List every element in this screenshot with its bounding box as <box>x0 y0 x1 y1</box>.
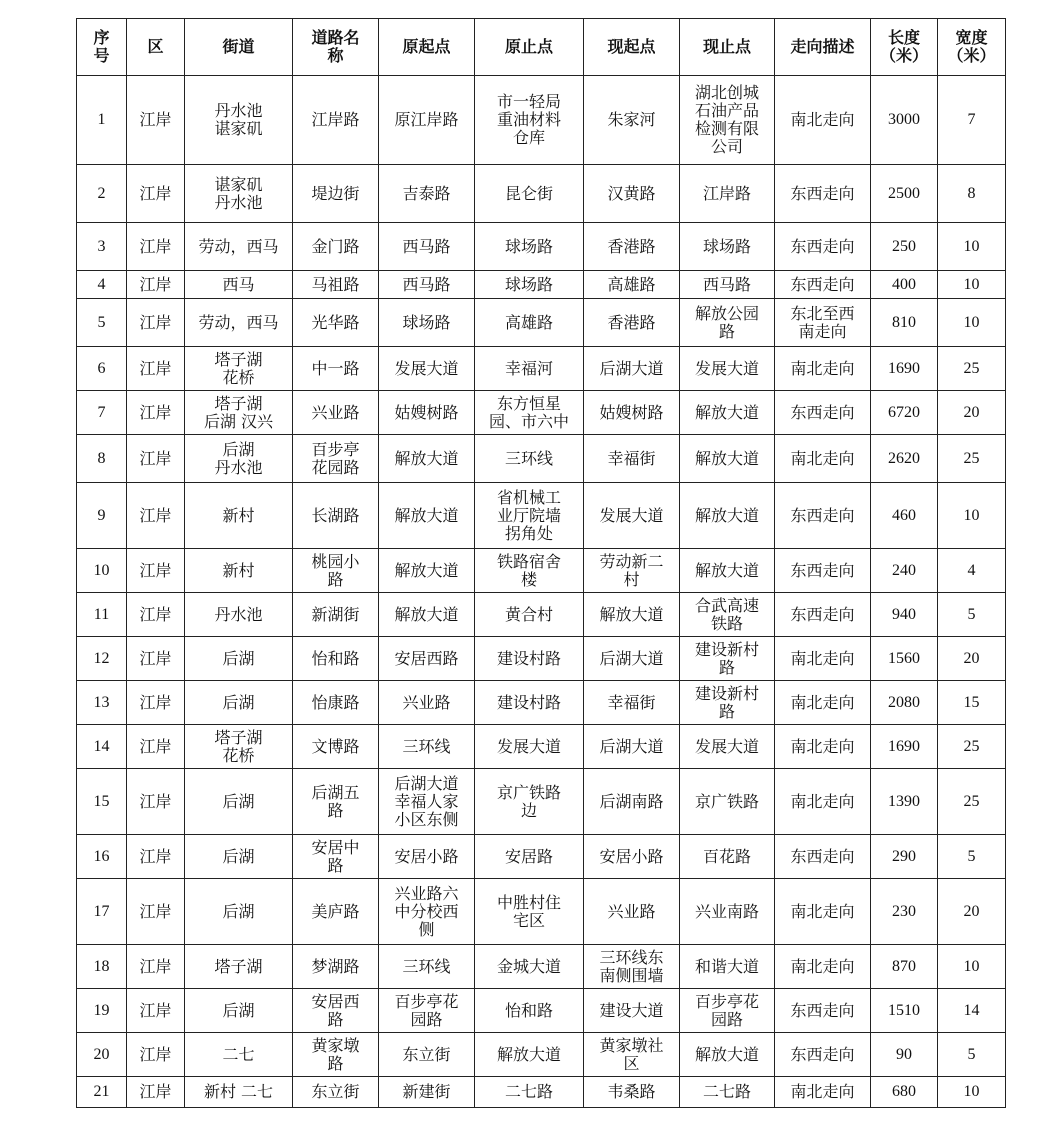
cell-new-end: 京广铁路 <box>680 769 775 835</box>
cell-district: 江岸 <box>127 549 185 593</box>
cell-orig-start: 新建街 <box>379 1077 475 1108</box>
cell-road-name: 桃园小 路 <box>293 549 379 593</box>
cell-street: 塔子湖 花桥 <box>185 725 293 769</box>
cell-width: 10 <box>938 271 1006 299</box>
cell-street: 谌家矶 丹水池 <box>185 165 293 223</box>
header-direction: 走向描述 <box>775 19 871 76</box>
cell-width: 20 <box>938 637 1006 681</box>
cell-width: 8 <box>938 165 1006 223</box>
cell-new-start: 姑嫂树路 <box>584 391 680 435</box>
cell-street: 后湖 <box>185 681 293 725</box>
cell-street: 后湖 <box>185 637 293 681</box>
cell-orig-start: 球场路 <box>379 299 475 347</box>
cell-district: 江岸 <box>127 769 185 835</box>
cell-new-end: 兴业南路 <box>680 879 775 945</box>
road-table <box>76 18 1006 1108</box>
cell-new-start: 黄家墩社 区 <box>584 1033 680 1077</box>
table-row <box>77 391 1006 435</box>
cell-index: 14 <box>77 725 127 769</box>
cell-road-name: 金门路 <box>293 223 379 271</box>
header-index: 序 号 <box>77 19 127 76</box>
cell-district: 江岸 <box>127 593 185 637</box>
cell-district: 江岸 <box>127 637 185 681</box>
cell-index: 13 <box>77 681 127 725</box>
cell-road-name: 堤边街 <box>293 165 379 223</box>
cell-orig-end: 怡和路 <box>475 989 584 1033</box>
cell-width: 4 <box>938 549 1006 593</box>
cell-road-name: 安居西 路 <box>293 989 379 1033</box>
table-row <box>77 725 1006 769</box>
cell-direction: 南北走向 <box>775 637 871 681</box>
table-row <box>77 76 1006 165</box>
cell-street: 后湖 <box>185 769 293 835</box>
cell-direction: 南北走向 <box>775 681 871 725</box>
cell-length: 870 <box>871 945 938 989</box>
cell-new-end: 解放公园 路 <box>680 299 775 347</box>
cell-district: 江岸 <box>127 165 185 223</box>
cell-width: 10 <box>938 223 1006 271</box>
cell-length: 1510 <box>871 989 938 1033</box>
cell-new-end: 百步亭花 园路 <box>680 989 775 1033</box>
cell-length: 2500 <box>871 165 938 223</box>
cell-orig-end: 建设村路 <box>475 637 584 681</box>
cell-length: 290 <box>871 835 938 879</box>
cell-orig-end: 解放大道 <box>475 1033 584 1077</box>
cell-width: 25 <box>938 347 1006 391</box>
cell-road-name: 光华路 <box>293 299 379 347</box>
cell-width: 25 <box>938 725 1006 769</box>
table-row <box>77 435 1006 483</box>
cell-width: 14 <box>938 989 1006 1033</box>
cell-direction: 南北走向 <box>775 347 871 391</box>
cell-new-start: 发展大道 <box>584 483 680 549</box>
cell-orig-end: 二七路 <box>475 1077 584 1108</box>
cell-index: 15 <box>77 769 127 835</box>
table-row <box>77 769 1006 835</box>
cell-district: 江岸 <box>127 1033 185 1077</box>
cell-road-name: 安居中 路 <box>293 835 379 879</box>
cell-new-end: 建设新村 路 <box>680 681 775 725</box>
cell-new-end: 发展大道 <box>680 347 775 391</box>
cell-road-name: 美庐路 <box>293 879 379 945</box>
cell-orig-end: 建设村路 <box>475 681 584 725</box>
cell-district: 江岸 <box>127 725 185 769</box>
cell-district: 江岸 <box>127 223 185 271</box>
cell-direction: 南北走向 <box>775 76 871 165</box>
cell-orig-start: 兴业路六 中分校西 侧 <box>379 879 475 945</box>
table-row <box>77 165 1006 223</box>
cell-new-start: 后湖南路 <box>584 769 680 835</box>
cell-new-end: 解放大道 <box>680 483 775 549</box>
cell-length: 6720 <box>871 391 938 435</box>
cell-orig-end: 球场路 <box>475 271 584 299</box>
cell-new-start: 香港路 <box>584 299 680 347</box>
cell-orig-start: 解放大道 <box>379 483 475 549</box>
cell-orig-end: 发展大道 <box>475 725 584 769</box>
cell-index: 12 <box>77 637 127 681</box>
cell-length: 1560 <box>871 637 938 681</box>
cell-index: 17 <box>77 879 127 945</box>
cell-road-name: 后湖五 路 <box>293 769 379 835</box>
header-road-name: 道路名 称 <box>293 19 379 76</box>
cell-new-start: 汉黄路 <box>584 165 680 223</box>
cell-orig-start: 东立街 <box>379 1033 475 1077</box>
cell-orig-end: 球场路 <box>475 223 584 271</box>
cell-road-name: 兴业路 <box>293 391 379 435</box>
cell-road-name: 怡和路 <box>293 637 379 681</box>
cell-length: 90 <box>871 1033 938 1077</box>
cell-road-name: 东立街 <box>293 1077 379 1108</box>
cell-direction: 东西走向 <box>775 165 871 223</box>
cell-length: 230 <box>871 879 938 945</box>
header-district: 区 <box>127 19 185 76</box>
cell-orig-start: 西马路 <box>379 223 475 271</box>
cell-direction: 东西走向 <box>775 989 871 1033</box>
cell-street: 后湖 <box>185 879 293 945</box>
cell-new-end: 解放大道 <box>680 549 775 593</box>
cell-orig-start: 安居西路 <box>379 637 475 681</box>
cell-street: 西马 <box>185 271 293 299</box>
cell-orig-end: 安居路 <box>475 835 584 879</box>
cell-new-start: 后湖大道 <box>584 347 680 391</box>
header-new-end: 现止点 <box>680 19 775 76</box>
cell-length: 2620 <box>871 435 938 483</box>
cell-width: 25 <box>938 769 1006 835</box>
cell-orig-end: 幸福河 <box>475 347 584 391</box>
cell-index: 5 <box>77 299 127 347</box>
cell-index: 2 <box>77 165 127 223</box>
cell-new-start: 建设大道 <box>584 989 680 1033</box>
cell-width: 5 <box>938 1033 1006 1077</box>
cell-new-start: 幸福街 <box>584 435 680 483</box>
cell-direction: 东西走向 <box>775 835 871 879</box>
cell-street: 丹水池 <box>185 593 293 637</box>
cell-street: 丹水池 谌家矶 <box>185 76 293 165</box>
cell-new-end: 湖北创城 石油产品 检测有限 公司 <box>680 76 775 165</box>
cell-district: 江岸 <box>127 835 185 879</box>
cell-orig-start: 解放大道 <box>379 435 475 483</box>
cell-new-end: 建设新村 路 <box>680 637 775 681</box>
cell-orig-end: 东方恒星 园、市六中 <box>475 391 584 435</box>
cell-index: 11 <box>77 593 127 637</box>
cell-orig-start: 三环线 <box>379 945 475 989</box>
header-new-start: 现起点 <box>584 19 680 76</box>
cell-district: 江岸 <box>127 347 185 391</box>
table-row <box>77 271 1006 299</box>
cell-orig-end: 中胜村住 宅区 <box>475 879 584 945</box>
cell-new-end: 解放大道 <box>680 391 775 435</box>
cell-new-end: 球场路 <box>680 223 775 271</box>
cell-orig-start: 姑嫂树路 <box>379 391 475 435</box>
table-row <box>77 879 1006 945</box>
cell-new-end: 二七路 <box>680 1077 775 1108</box>
cell-new-end: 发展大道 <box>680 725 775 769</box>
cell-index: 21 <box>77 1077 127 1108</box>
table-row <box>77 637 1006 681</box>
cell-direction: 南北走向 <box>775 879 871 945</box>
cell-orig-start: 兴业路 <box>379 681 475 725</box>
cell-district: 江岸 <box>127 945 185 989</box>
cell-street: 劳动，西马 <box>185 299 293 347</box>
cell-index: 8 <box>77 435 127 483</box>
cell-orig-end: 市一轻局 重油材料 仓库 <box>475 76 584 165</box>
cell-width: 20 <box>938 879 1006 945</box>
cell-new-start: 韦桑路 <box>584 1077 680 1108</box>
table-row <box>77 945 1006 989</box>
cell-index: 19 <box>77 989 127 1033</box>
cell-orig-end: 京广铁路 边 <box>475 769 584 835</box>
cell-orig-start: 吉泰路 <box>379 165 475 223</box>
cell-length: 810 <box>871 299 938 347</box>
cell-index: 20 <box>77 1033 127 1077</box>
cell-road-name: 中一路 <box>293 347 379 391</box>
cell-direction: 南北走向 <box>775 725 871 769</box>
cell-length: 1390 <box>871 769 938 835</box>
cell-road-name: 马祖路 <box>293 271 379 299</box>
cell-direction: 东西走向 <box>775 549 871 593</box>
cell-district: 江岸 <box>127 76 185 165</box>
cell-new-start: 解放大道 <box>584 593 680 637</box>
cell-district: 江岸 <box>127 483 185 549</box>
cell-district: 江岸 <box>127 879 185 945</box>
cell-orig-end: 铁路宿舍 楼 <box>475 549 584 593</box>
cell-width: 10 <box>938 1077 1006 1108</box>
cell-index: 4 <box>77 271 127 299</box>
cell-index: 7 <box>77 391 127 435</box>
cell-direction: 南北走向 <box>775 435 871 483</box>
cell-length: 400 <box>871 271 938 299</box>
cell-district: 江岸 <box>127 681 185 725</box>
cell-direction: 东西走向 <box>775 223 871 271</box>
cell-direction: 东北至西 南走向 <box>775 299 871 347</box>
cell-street: 新村 <box>185 483 293 549</box>
cell-length: 680 <box>871 1077 938 1108</box>
cell-length: 1690 <box>871 347 938 391</box>
cell-street: 劳动，西马 <box>185 223 293 271</box>
cell-street: 塔子湖 <box>185 945 293 989</box>
cell-orig-end: 黄合村 <box>475 593 584 637</box>
cell-new-end: 百花路 <box>680 835 775 879</box>
cell-new-end: 和谐大道 <box>680 945 775 989</box>
cell-street: 塔子湖 花桥 <box>185 347 293 391</box>
cell-new-start: 幸福街 <box>584 681 680 725</box>
cell-index: 3 <box>77 223 127 271</box>
cell-orig-start: 解放大道 <box>379 593 475 637</box>
header-row <box>77 19 1006 76</box>
header-length: 长度 （米） <box>871 19 938 76</box>
cell-orig-start: 后湖大道 幸福人家 小区东侧 <box>379 769 475 835</box>
table-row <box>77 347 1006 391</box>
cell-orig-start: 发展大道 <box>379 347 475 391</box>
table-row <box>77 681 1006 725</box>
cell-new-end: 解放大道 <box>680 435 775 483</box>
cell-road-name: 怡康路 <box>293 681 379 725</box>
cell-index: 1 <box>77 76 127 165</box>
cell-orig-start: 解放大道 <box>379 549 475 593</box>
cell-index: 9 <box>77 483 127 549</box>
cell-new-start: 后湖大道 <box>584 725 680 769</box>
header-orig-end: 原止点 <box>475 19 584 76</box>
cell-direction: 南北走向 <box>775 945 871 989</box>
cell-direction: 东西走向 <box>775 1033 871 1077</box>
table-row <box>77 835 1006 879</box>
cell-index: 16 <box>77 835 127 879</box>
cell-width: 15 <box>938 681 1006 725</box>
cell-direction: 南北走向 <box>775 769 871 835</box>
table-row <box>77 299 1006 347</box>
cell-length: 1690 <box>871 725 938 769</box>
cell-district: 江岸 <box>127 1077 185 1108</box>
cell-road-name: 百步亭 花园路 <box>293 435 379 483</box>
cell-road-name: 梦湖路 <box>293 945 379 989</box>
cell-length: 2080 <box>871 681 938 725</box>
cell-orig-start: 原江岸路 <box>379 76 475 165</box>
cell-new-start: 兴业路 <box>584 879 680 945</box>
header-orig-start: 原起点 <box>379 19 475 76</box>
cell-new-start: 三环线东 南侧围墙 <box>584 945 680 989</box>
cell-width: 25 <box>938 435 1006 483</box>
cell-orig-start: 安居小路 <box>379 835 475 879</box>
header-street: 街道 <box>185 19 293 76</box>
cell-length: 460 <box>871 483 938 549</box>
table-row <box>77 223 1006 271</box>
cell-road-name: 江岸路 <box>293 76 379 165</box>
cell-new-start: 香港路 <box>584 223 680 271</box>
cell-direction: 东西走向 <box>775 593 871 637</box>
cell-orig-end: 昆仑街 <box>475 165 584 223</box>
table-body <box>77 76 1006 1108</box>
cell-direction: 东西走向 <box>775 483 871 549</box>
cell-orig-end: 金城大道 <box>475 945 584 989</box>
cell-orig-end: 高雄路 <box>475 299 584 347</box>
cell-district: 江岸 <box>127 299 185 347</box>
cell-street: 新村 二七 <box>185 1077 293 1108</box>
cell-new-start: 高雄路 <box>584 271 680 299</box>
cell-new-end: 合武高速 铁路 <box>680 593 775 637</box>
cell-index: 10 <box>77 549 127 593</box>
cell-street: 塔子湖 后湖 汉兴 <box>185 391 293 435</box>
cell-width: 5 <box>938 593 1006 637</box>
cell-length: 3000 <box>871 76 938 165</box>
cell-direction: 东西走向 <box>775 391 871 435</box>
table-row <box>77 1077 1006 1108</box>
cell-district: 江岸 <box>127 989 185 1033</box>
cell-orig-end: 三环线 <box>475 435 584 483</box>
cell-width: 10 <box>938 299 1006 347</box>
cell-index: 6 <box>77 347 127 391</box>
cell-new-start: 劳动新二 村 <box>584 549 680 593</box>
cell-district: 江岸 <box>127 391 185 435</box>
cell-district: 江岸 <box>127 435 185 483</box>
cell-length: 940 <box>871 593 938 637</box>
table-row <box>77 1033 1006 1077</box>
cell-length: 250 <box>871 223 938 271</box>
cell-direction: 南北走向 <box>775 1077 871 1108</box>
cell-width: 5 <box>938 835 1006 879</box>
cell-index: 18 <box>77 945 127 989</box>
cell-new-end: 解放大道 <box>680 1033 775 1077</box>
cell-road-name: 黄家墩 路 <box>293 1033 379 1077</box>
cell-street: 后湖 丹水池 <box>185 435 293 483</box>
cell-width: 20 <box>938 391 1006 435</box>
cell-district: 江岸 <box>127 271 185 299</box>
header-width: 宽度 （米） <box>938 19 1006 76</box>
cell-road-name: 新湖街 <box>293 593 379 637</box>
cell-new-start: 安居小路 <box>584 835 680 879</box>
cell-new-start: 朱家河 <box>584 76 680 165</box>
table-row <box>77 549 1006 593</box>
table-row <box>77 593 1006 637</box>
cell-width: 10 <box>938 483 1006 549</box>
cell-street: 新村 <box>185 549 293 593</box>
cell-new-start: 后湖大道 <box>584 637 680 681</box>
cell-orig-start: 百步亭花 园路 <box>379 989 475 1033</box>
cell-new-end: 西马路 <box>680 271 775 299</box>
cell-length: 240 <box>871 549 938 593</box>
cell-road-name: 文博路 <box>293 725 379 769</box>
cell-new-end: 江岸路 <box>680 165 775 223</box>
cell-direction: 东西走向 <box>775 271 871 299</box>
cell-width: 10 <box>938 945 1006 989</box>
cell-orig-end: 省机械工 业厅院墙 拐角处 <box>475 483 584 549</box>
cell-street: 后湖 <box>185 835 293 879</box>
cell-street: 后湖 <box>185 989 293 1033</box>
cell-orig-start: 西马路 <box>379 271 475 299</box>
table-row <box>77 989 1006 1033</box>
cell-width: 7 <box>938 76 1006 165</box>
cell-street: 二七 <box>185 1033 293 1077</box>
table-row <box>77 483 1006 549</box>
cell-road-name: 长湖路 <box>293 483 379 549</box>
cell-orig-start: 三环线 <box>379 725 475 769</box>
